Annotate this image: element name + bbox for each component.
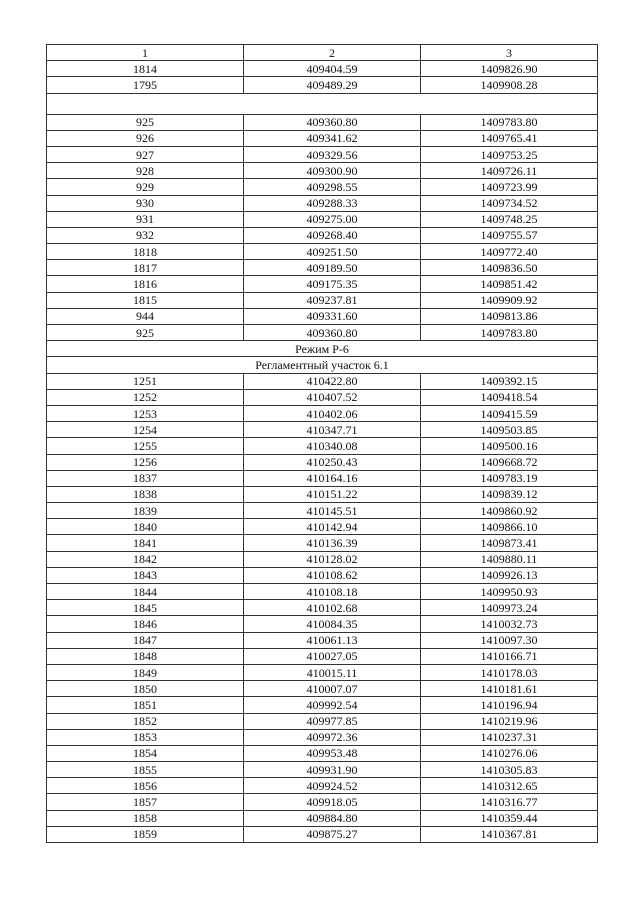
x-coordinate-cell: 409175.35	[244, 276, 421, 292]
table-row	[47, 486, 598, 502]
table-row	[47, 648, 598, 664]
y-coordinate-cell: 1409783.80	[421, 114, 598, 130]
mode-title-row-cell: Режим Р-6	[47, 341, 598, 357]
table-row	[47, 244, 598, 260]
point-number-cell: 1846	[47, 616, 244, 632]
y-coordinate-cell: 1409415.59	[421, 405, 598, 421]
point-number-cell: 930	[47, 195, 244, 211]
x-coordinate-cell: 410151.22	[244, 486, 421, 502]
y-coordinate-cell: 1410032.73	[421, 616, 598, 632]
y-coordinate-cell: 1410312.65	[421, 778, 598, 794]
y-coordinate-cell: 1410181.61	[421, 681, 598, 697]
y-coordinate-cell: 1409755.57	[421, 227, 598, 243]
point-number-cell: 1845	[47, 600, 244, 616]
y-coordinate-cell: 1409866.10	[421, 519, 598, 535]
subsection-title-row	[47, 357, 598, 373]
point-number-cell: 1841	[47, 535, 244, 551]
table-row	[47, 632, 598, 648]
point-number-cell: 1847	[47, 632, 244, 648]
table-row	[47, 276, 598, 292]
table-row	[47, 438, 598, 454]
x-coordinate-cell: 409360.80	[244, 114, 421, 130]
point-number-cell: 1839	[47, 503, 244, 519]
x-coordinate-cell: 409953.48	[244, 745, 421, 761]
x-coordinate-cell: 410007.07	[244, 681, 421, 697]
x-coordinate-cell: 409931.90	[244, 762, 421, 778]
table-row	[47, 405, 598, 421]
y-coordinate-cell: 1410237.31	[421, 729, 598, 745]
table-row	[47, 260, 598, 276]
coordinates-table	[46, 44, 598, 843]
y-coordinate-cell: 1409908.28	[421, 77, 598, 93]
x-coordinate-cell: 410015.11	[244, 664, 421, 680]
table-row	[47, 292, 598, 308]
point-number-cell: 1814	[47, 61, 244, 77]
point-number-cell: 944	[47, 308, 244, 324]
x-coordinate-cell: 409972.36	[244, 729, 421, 745]
point-number-cell: 1849	[47, 664, 244, 680]
point-number-cell: 1840	[47, 519, 244, 535]
point-number-cell: 1253	[47, 405, 244, 421]
coordinates-table-body	[47, 45, 598, 843]
x-coordinate-cell: 410061.13	[244, 632, 421, 648]
y-coordinate-cell: 1409813.86	[421, 308, 598, 324]
x-coordinate-cell: 409884.80	[244, 810, 421, 826]
y-coordinate-cell: 1409860.92	[421, 503, 598, 519]
table-row	[47, 454, 598, 470]
table-row	[47, 179, 598, 195]
point-number-cell: 1842	[47, 551, 244, 567]
x-coordinate-cell: 409298.55	[244, 179, 421, 195]
x-coordinate-cell: 409404.59	[244, 61, 421, 77]
table-row	[47, 373, 598, 389]
y-coordinate-cell: 1409723.99	[421, 179, 598, 195]
point-number-cell: 929	[47, 179, 244, 195]
table-row	[47, 826, 598, 842]
table-row	[47, 227, 598, 243]
y-coordinate-cell: 1410196.94	[421, 697, 598, 713]
table-row	[47, 470, 598, 486]
y-coordinate-cell: 1409418.54	[421, 389, 598, 405]
x-coordinate-cell: 409275.00	[244, 211, 421, 227]
blank-separator-row	[47, 93, 598, 114]
y-coordinate-cell: 1410219.96	[421, 713, 598, 729]
table-row	[47, 503, 598, 519]
table-row	[47, 762, 598, 778]
point-number-cell: 1852	[47, 713, 244, 729]
x-coordinate-cell: 410250.43	[244, 454, 421, 470]
point-number-cell: 925	[47, 325, 244, 341]
point-number-cell: 1838	[47, 486, 244, 502]
table-row	[47, 729, 598, 745]
point-number-cell: 932	[47, 227, 244, 243]
y-coordinate-cell: 1410276.06	[421, 745, 598, 761]
x-coordinate-cell: 410164.16	[244, 470, 421, 486]
point-number-cell: 1837	[47, 470, 244, 486]
x-coordinate-cell: 410340.08	[244, 438, 421, 454]
y-coordinate-cell: 1409851.42	[421, 276, 598, 292]
y-coordinate-cell: 1409392.15	[421, 373, 598, 389]
point-number-cell: 1254	[47, 422, 244, 438]
y-coordinate-cell: 1409973.24	[421, 600, 598, 616]
table-row	[47, 778, 598, 794]
x-coordinate-cell: 409489.29	[244, 77, 421, 93]
table-row	[47, 616, 598, 632]
x-coordinate-cell: 409237.81	[244, 292, 421, 308]
x-coordinate-cell: 410347.71	[244, 422, 421, 438]
x-coordinate-cell: 409341.62	[244, 130, 421, 146]
table-row	[47, 600, 598, 616]
point-number-cell: 1252	[47, 389, 244, 405]
table-row	[47, 77, 598, 93]
y-coordinate-cell: 1409772.40	[421, 244, 598, 260]
table-row	[47, 551, 598, 567]
table-row	[47, 697, 598, 713]
table-row	[47, 422, 598, 438]
point-number-cell: 1815	[47, 292, 244, 308]
table-row	[47, 794, 598, 810]
header-cell-1: 1	[47, 45, 244, 61]
table-row	[47, 681, 598, 697]
point-number-cell: 928	[47, 163, 244, 179]
table-row	[47, 810, 598, 826]
point-number-cell: 1848	[47, 648, 244, 664]
y-coordinate-cell: 1409783.19	[421, 470, 598, 486]
x-coordinate-cell: 410128.02	[244, 551, 421, 567]
point-number-cell: 1857	[47, 794, 244, 810]
y-coordinate-cell: 1409873.41	[421, 535, 598, 551]
y-coordinate-cell: 1409950.93	[421, 584, 598, 600]
point-number-cell: 926	[47, 130, 244, 146]
x-coordinate-cell: 409268.40	[244, 227, 421, 243]
point-number-cell: 1844	[47, 584, 244, 600]
point-number-cell: 1853	[47, 729, 244, 745]
x-coordinate-cell: 410102.68	[244, 600, 421, 616]
blank-separator-row-cell	[47, 93, 598, 114]
table-row	[47, 535, 598, 551]
y-coordinate-cell: 1410367.81	[421, 826, 598, 842]
x-coordinate-cell: 410108.18	[244, 584, 421, 600]
table-row	[47, 519, 598, 535]
x-coordinate-cell: 410084.35	[244, 616, 421, 632]
y-coordinate-cell: 1409880.11	[421, 551, 598, 567]
document-page	[46, 44, 597, 843]
x-coordinate-cell: 410108.62	[244, 567, 421, 583]
point-number-cell: 1843	[47, 567, 244, 583]
y-coordinate-cell: 1410359.44	[421, 810, 598, 826]
x-coordinate-cell: 409360.80	[244, 325, 421, 341]
x-coordinate-cell: 410142.94	[244, 519, 421, 535]
table-row	[47, 713, 598, 729]
point-number-cell: 1255	[47, 438, 244, 454]
x-coordinate-cell: 409875.27	[244, 826, 421, 842]
subsection-title-row-cell: Регламентный участок 6.1	[47, 357, 598, 373]
point-number-cell: 1850	[47, 681, 244, 697]
table-row	[47, 211, 598, 227]
point-number-cell: 1855	[47, 762, 244, 778]
table-row	[47, 195, 598, 211]
table-row	[47, 567, 598, 583]
y-coordinate-cell: 1409753.25	[421, 146, 598, 162]
table-row	[47, 584, 598, 600]
table-row	[47, 163, 598, 179]
x-coordinate-cell: 409918.05	[244, 794, 421, 810]
y-coordinate-cell: 1409839.12	[421, 486, 598, 502]
point-number-cell: 1851	[47, 697, 244, 713]
y-coordinate-cell: 1409926.13	[421, 567, 598, 583]
x-coordinate-cell: 409924.52	[244, 778, 421, 794]
y-coordinate-cell: 1409909.92	[421, 292, 598, 308]
mode-title-row	[47, 341, 598, 357]
table-row	[47, 130, 598, 146]
y-coordinate-cell: 1410166.71	[421, 648, 598, 664]
y-coordinate-cell: 1409826.90	[421, 61, 598, 77]
x-coordinate-cell: 410422.80	[244, 373, 421, 389]
point-number-cell: 1795	[47, 77, 244, 93]
y-coordinate-cell: 1409503.85	[421, 422, 598, 438]
y-coordinate-cell: 1409783.80	[421, 325, 598, 341]
y-coordinate-cell: 1409500.16	[421, 438, 598, 454]
table-row	[47, 664, 598, 680]
x-coordinate-cell: 410027.05	[244, 648, 421, 664]
point-number-cell: 1859	[47, 826, 244, 842]
table-row	[47, 146, 598, 162]
point-number-cell: 1817	[47, 260, 244, 276]
y-coordinate-cell: 1410178.03	[421, 664, 598, 680]
x-coordinate-cell: 410136.39	[244, 535, 421, 551]
y-coordinate-cell: 1409668.72	[421, 454, 598, 470]
point-number-cell: 927	[47, 146, 244, 162]
table-row	[47, 61, 598, 77]
y-coordinate-cell: 1409734.52	[421, 195, 598, 211]
x-coordinate-cell: 409251.50	[244, 244, 421, 260]
x-coordinate-cell: 409189.50	[244, 260, 421, 276]
table-row	[47, 325, 598, 341]
table-row	[47, 389, 598, 405]
y-coordinate-cell: 1409726.11	[421, 163, 598, 179]
x-coordinate-cell: 410402.06	[244, 405, 421, 421]
point-number-cell: 1858	[47, 810, 244, 826]
point-number-cell: 1816	[47, 276, 244, 292]
point-number-cell: 1818	[47, 244, 244, 260]
point-number-cell: 931	[47, 211, 244, 227]
point-number-cell: 925	[47, 114, 244, 130]
y-coordinate-cell: 1409765.41	[421, 130, 598, 146]
point-number-cell: 1256	[47, 454, 244, 470]
point-number-cell: 1856	[47, 778, 244, 794]
y-coordinate-cell: 1410097.30	[421, 632, 598, 648]
header-cell-2: 2	[244, 45, 421, 61]
y-coordinate-cell: 1410316.77	[421, 794, 598, 810]
table-row	[47, 745, 598, 761]
header-cell-3: 3	[421, 45, 598, 61]
y-coordinate-cell: 1410305.83	[421, 762, 598, 778]
y-coordinate-cell: 1409836.50	[421, 260, 598, 276]
table-row	[47, 114, 598, 130]
x-coordinate-cell: 409992.54	[244, 697, 421, 713]
x-coordinate-cell: 410145.51	[244, 503, 421, 519]
x-coordinate-cell: 409331.60	[244, 308, 421, 324]
x-coordinate-cell: 410407.52	[244, 389, 421, 405]
table-row	[47, 308, 598, 324]
y-coordinate-cell: 1409748.25	[421, 211, 598, 227]
point-number-cell: 1251	[47, 373, 244, 389]
header-row	[47, 45, 598, 61]
x-coordinate-cell: 409329.56	[244, 146, 421, 162]
point-number-cell: 1854	[47, 745, 244, 761]
x-coordinate-cell: 409288.33	[244, 195, 421, 211]
x-coordinate-cell: 409977.85	[244, 713, 421, 729]
x-coordinate-cell: 409300.90	[244, 163, 421, 179]
